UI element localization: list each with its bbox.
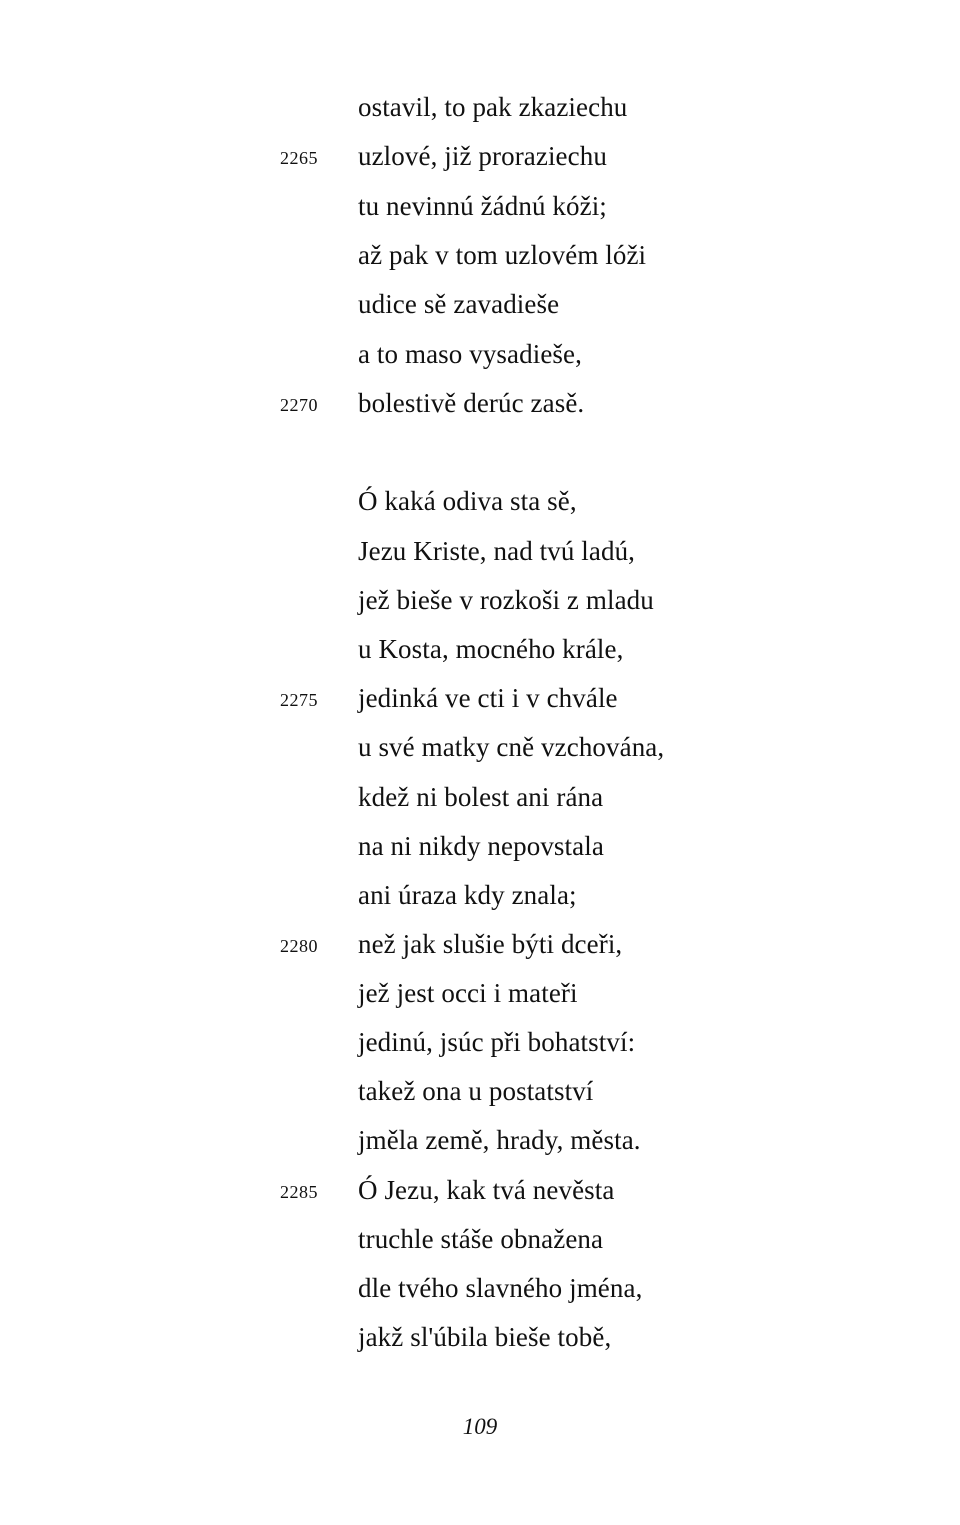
verse-line: takež ona u postatství [358, 1076, 594, 1106]
verse-line: Ó Jezu, kak tvá nevěsta [358, 1175, 615, 1205]
verse-line: a to maso vysadieše, [358, 339, 582, 369]
verse-line: až pak v tom uzlovém lóži [358, 240, 647, 270]
page-number: 109 [462, 1414, 498, 1439]
line-number: 2280 [280, 936, 318, 956]
verse-line: udice sě zavadieše [358, 289, 560, 319]
verse-line: uzlové, již proraziechu [358, 141, 607, 171]
verse-line: jedinká ve cti i v chvále [358, 683, 618, 713]
line-number: 2275 [280, 690, 318, 710]
verse-line: u Kosta, mocného krále, [358, 634, 624, 664]
verse-line: bolestivě derúc zasě. [358, 388, 585, 418]
line-number: 2285 [280, 1182, 318, 1202]
verse-line: kdež ni bolest ani rána [358, 782, 604, 812]
line-number: 2265 [280, 148, 318, 168]
line-number: 2270 [280, 395, 318, 415]
verse-line: ostavil, to pak zkaziechu [358, 92, 628, 122]
verse-line: dle tvého slavného jména, [358, 1273, 643, 1303]
verse-line: Jezu Kriste, nad tvú ladú, [358, 536, 636, 566]
verse-line: truchle stáše obnažena [358, 1224, 604, 1254]
verse-line: u své matky cně vzchována, [358, 732, 665, 762]
verse-line: než jak slušie býti dceři, [358, 929, 623, 959]
verse-line: jež jest occi i mateři [358, 978, 578, 1008]
verse-line: Ó kaká odiva sta sě, [358, 486, 577, 516]
verse-line: ani úraza kdy znala; [358, 880, 577, 910]
verse-line: tu nevinnú žádnú kóži; [358, 191, 607, 221]
verse-line: jedinú, jsúc při bohatství: [358, 1027, 636, 1057]
verse-line: jakž sl'úbila bieše tobě, [358, 1322, 612, 1352]
verse-line: jež bieše v rozkoši z mladu [358, 585, 654, 615]
verse-line: na ni nikdy nepovstala [358, 831, 604, 861]
verse-line: jměla země, hrady, města. [358, 1125, 641, 1155]
